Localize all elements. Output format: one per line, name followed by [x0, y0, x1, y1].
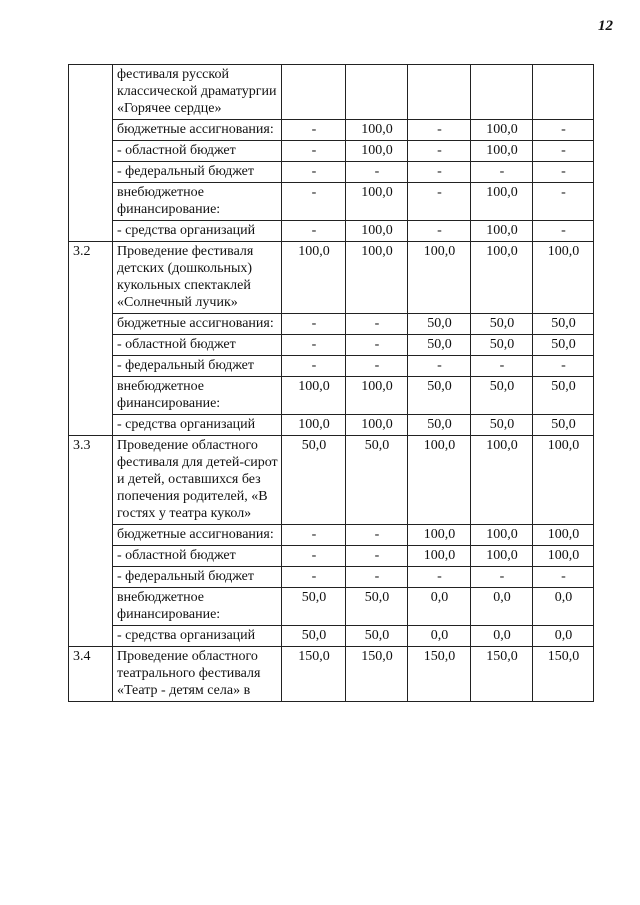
value-cell: 150,0: [533, 647, 594, 702]
value-cell: -: [533, 356, 594, 377]
value-cell: -: [533, 567, 594, 588]
value-cell: 50,0: [346, 588, 408, 626]
value-cell: -: [282, 162, 346, 183]
value-cell: -: [533, 162, 594, 183]
value-cell: -: [408, 141, 471, 162]
value-cell: 100,0: [471, 525, 533, 546]
item-name-cell: бюджетные ассигнования:: [113, 314, 282, 335]
value-cell: 50,0: [533, 415, 594, 436]
item-name-cell: - федеральный бюджет: [113, 567, 282, 588]
value-cell: -: [471, 162, 533, 183]
item-name-cell: внебюджетное финансирование:: [113, 377, 282, 415]
table-row: [69, 356, 594, 377]
item-name-cell: Проведение областного театрального фестиваля «Театр - детям села» в: [113, 647, 282, 702]
table-row: [69, 162, 594, 183]
value-cell: 150,0: [408, 647, 471, 702]
value-cell: 50,0: [282, 626, 346, 647]
item-name-cell: - федеральный бюджет: [113, 162, 282, 183]
table-row: [69, 183, 594, 221]
value-cell: 50,0: [408, 377, 471, 415]
value-cell: -: [282, 314, 346, 335]
value-cell: -: [282, 183, 346, 221]
value-cell: 50,0: [471, 314, 533, 335]
value-cell: 100,0: [282, 415, 346, 436]
value-cell: -: [282, 356, 346, 377]
value-cell: 100,0: [346, 120, 408, 141]
value-cell: -: [408, 567, 471, 588]
item-name-cell: Проведение областного фестиваля для детей-сирот и детей, оставшихся без попечения родителей, «В гостях у театра кукол»: [113, 436, 282, 525]
value-cell: 100,0: [346, 415, 408, 436]
item-name-cell: - средства организаций: [113, 626, 282, 647]
table-row: [69, 65, 594, 120]
table-row: [69, 588, 594, 626]
value-cell: -: [282, 567, 346, 588]
page-number: 12: [598, 18, 613, 34]
item-number-cell: 3.3: [69, 436, 113, 647]
item-name-cell: - федеральный бюджет: [113, 356, 282, 377]
value-cell: 100,0: [346, 377, 408, 415]
item-number-cell: 3.2: [69, 242, 113, 436]
table-row: [69, 377, 594, 415]
value-cell: 150,0: [346, 647, 408, 702]
table-row: [69, 436, 594, 525]
value-cell: -: [346, 356, 408, 377]
value-cell: 100,0: [533, 242, 594, 314]
value-cell: 100,0: [408, 242, 471, 314]
value-cell: -: [408, 183, 471, 221]
table-row: [69, 546, 594, 567]
value-cell: 50,0: [471, 377, 533, 415]
value-cell: -: [282, 335, 346, 356]
value-cell: 100,0: [471, 221, 533, 242]
item-name-cell: бюджетные ассигнования:: [113, 120, 282, 141]
value-cell: 50,0: [346, 626, 408, 647]
value-cell: -: [533, 221, 594, 242]
value-cell: -: [471, 567, 533, 588]
item-name-cell: - областной бюджет: [113, 335, 282, 356]
value-cell: -: [346, 567, 408, 588]
budget-table: [68, 64, 594, 702]
value-cell: 50,0: [471, 335, 533, 356]
value-cell: -: [533, 120, 594, 141]
value-cell: 100,0: [471, 141, 533, 162]
value-cell: 100,0: [533, 525, 594, 546]
item-name-cell: внебюджетное финансирование:: [113, 183, 282, 221]
item-name-cell: - средства организаций: [113, 221, 282, 242]
item-name-cell: - средства организаций: [113, 415, 282, 436]
value-cell: 50,0: [533, 335, 594, 356]
value-cell: -: [408, 162, 471, 183]
value-cell: 100,0: [471, 242, 533, 314]
value-cell: 50,0: [282, 436, 346, 525]
item-name-cell: внебюджетное финансирование:: [113, 588, 282, 626]
value-cell: 50,0: [533, 314, 594, 335]
item-name-cell: - областной бюджет: [113, 546, 282, 567]
value-cell: 0,0: [408, 626, 471, 647]
value-cell: 100,0: [471, 546, 533, 567]
value-cell: 0,0: [408, 588, 471, 626]
value-cell: 100,0: [408, 546, 471, 567]
item-name-cell: - областной бюджет: [113, 141, 282, 162]
value-cell: 0,0: [471, 626, 533, 647]
value-cell: 50,0: [408, 314, 471, 335]
value-cell: 150,0: [471, 647, 533, 702]
table-row: [69, 314, 594, 335]
value-cell: -: [282, 141, 346, 162]
value-cell: 0,0: [471, 588, 533, 626]
value-cell: 100,0: [346, 183, 408, 221]
value-cell: -: [533, 183, 594, 221]
table-row: [69, 415, 594, 436]
table-row: [69, 120, 594, 141]
item-number-cell: [69, 65, 113, 242]
value-cell: -: [346, 335, 408, 356]
value-cell: 50,0: [408, 415, 471, 436]
value-cell: 50,0: [282, 588, 346, 626]
value-cell: 100,0: [533, 546, 594, 567]
value-cell: -: [408, 356, 471, 377]
value-cell: [346, 65, 408, 120]
value-cell: 100,0: [408, 436, 471, 525]
value-cell: -: [346, 525, 408, 546]
value-cell: 50,0: [346, 436, 408, 525]
value-cell: 100,0: [471, 183, 533, 221]
value-cell: 50,0: [408, 335, 471, 356]
value-cell: [471, 65, 533, 120]
table-row: [69, 647, 594, 702]
value-cell: -: [282, 120, 346, 141]
budget-table-body: [69, 65, 594, 702]
item-number-cell: 3.4: [69, 647, 113, 702]
value-cell: -: [346, 314, 408, 335]
value-cell: -: [533, 141, 594, 162]
value-cell: -: [346, 546, 408, 567]
value-cell: 100,0: [346, 221, 408, 242]
value-cell: 100,0: [282, 242, 346, 314]
value-cell: 150,0: [282, 647, 346, 702]
value-cell: -: [282, 546, 346, 567]
value-cell: 100,0: [408, 525, 471, 546]
value-cell: 100,0: [346, 141, 408, 162]
value-cell: -: [346, 162, 408, 183]
value-cell: -: [471, 356, 533, 377]
table-row: [69, 335, 594, 356]
value-cell: -: [282, 221, 346, 242]
table-row: [69, 141, 594, 162]
value-cell: 100,0: [346, 242, 408, 314]
value-cell: -: [408, 221, 471, 242]
value-cell: -: [282, 525, 346, 546]
value-cell: [282, 65, 346, 120]
item-name-cell: бюджетные ассигнования:: [113, 525, 282, 546]
item-name-cell: фестиваля русской классической драматургии «Горячее сердце»: [113, 65, 282, 120]
value-cell: 50,0: [533, 377, 594, 415]
value-cell: 100,0: [282, 377, 346, 415]
value-cell: 0,0: [533, 626, 594, 647]
table-row: [69, 221, 594, 242]
table-row: [69, 242, 594, 314]
table-row: [69, 626, 594, 647]
item-name-cell: Проведение фестиваля детских (дошкольных) кукольных спектаклей «Солнечный лучик»: [113, 242, 282, 314]
value-cell: 0,0: [533, 588, 594, 626]
value-cell: 100,0: [533, 436, 594, 525]
value-cell: [408, 65, 471, 120]
value-cell: -: [408, 120, 471, 141]
table-row: [69, 567, 594, 588]
value-cell: 100,0: [471, 436, 533, 525]
value-cell: 100,0: [471, 120, 533, 141]
value-cell: 50,0: [471, 415, 533, 436]
value-cell: [533, 65, 594, 120]
table-row: [69, 525, 594, 546]
